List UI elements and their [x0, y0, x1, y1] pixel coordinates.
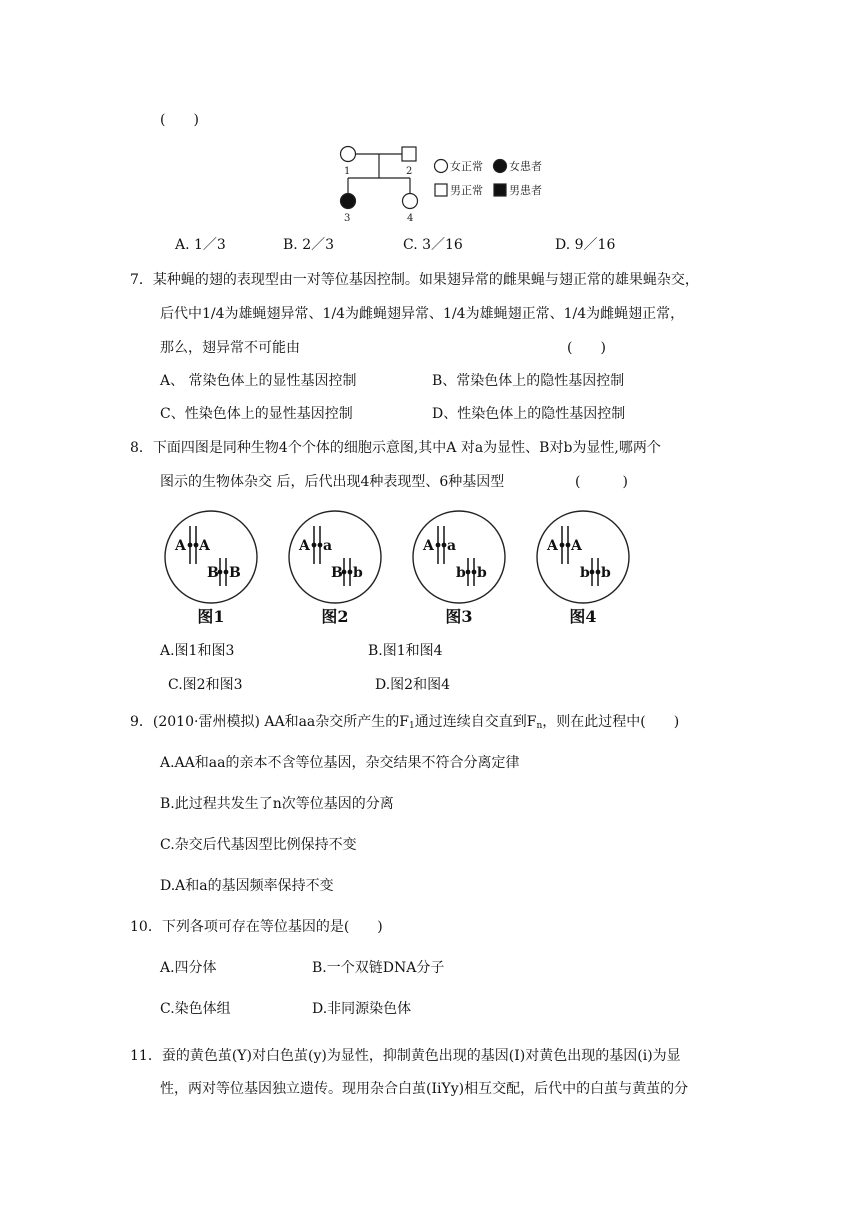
q7-option-c: C、性染色体上的显性基因控制 [160, 406, 353, 422]
q9-stem: 9．(2010·雷州模拟) AA和aa杂交所产生的$F_1$通过连续自交直到$F_n$，则在此过程中( ) [130, 714, 680, 731]
cell4-allele-a1: A [547, 538, 558, 554]
q6-option-b: B. 2／3 [283, 237, 335, 253]
q7-stem-line2: 后代中1/4为雄蝇翅异常、1/4为雌蝇翅异常、1/4为雄蝇翅正常、1/4为雌蝇翅正常， [160, 306, 685, 322]
label-2: 2 [406, 166, 413, 177]
cell1-allele-a1: A [175, 538, 186, 554]
q8-answer-bracket: ( ) [575, 474, 628, 490]
cell1-allele-b2: B [229, 565, 241, 581]
q6-answer-bracket: ( ) [160, 112, 199, 128]
cell4-allele-b1: b [580, 565, 590, 581]
cell3-allele-b2: b [477, 565, 487, 581]
legend-female-normal: 女正常 [450, 160, 483, 173]
q10-option-c: C.染色体组 [160, 1001, 231, 1017]
cell4-allele-b2: b [601, 565, 611, 581]
legend-female-patient-symbol [494, 160, 507, 173]
legend-male-normal-symbol [435, 184, 447, 196]
figure-1-label: 图1 [197, 607, 225, 626]
q10-option-b: B.一个双链DNA分子 [312, 960, 445, 976]
q8-stem-line2: 图示的生物体杂交 后，后代出现4种表现型、6种基因型 [160, 474, 505, 490]
cell-diagrams [160, 506, 640, 630]
q7-option-d: D、性染色体上的隐性基因控制 [432, 406, 626, 422]
q8-option-d: D.图2和图4 [375, 677, 450, 693]
legend-male-normal: 男正常 [450, 184, 483, 197]
q7-stem-line1: 7．某种蝇的翅的表现型由一对等位基因控制。如果翅异常的雌果蝇与翅正常的雄果蝇杂交， [130, 272, 699, 288]
cell2-allele-a1: A [299, 538, 310, 554]
cell2-allele-b2: b [353, 565, 363, 581]
legend-male-patient-symbol [494, 184, 506, 196]
individual-2-male-normal [402, 147, 416, 161]
cell3-allele-a1: A [423, 538, 434, 554]
q8-stem-line1: 8．下面四图是同种生物4个个体的细胞示意图,其中A 对a为显性、B对b为显性,哪两个 [130, 440, 661, 456]
q6-option-d: D. 9／16 [555, 237, 616, 253]
q8-option-a: A.图1和图3 [160, 643, 235, 659]
q9-option-b: B.此过程共发生了n次等位基因的分离 [160, 796, 394, 812]
cell3-allele-a2: a [447, 538, 457, 554]
figure-4-label: 图4 [569, 607, 597, 626]
cell2-allele-a2: a [323, 538, 333, 554]
cell-3 [413, 511, 505, 603]
figure-3-label: 图3 [445, 607, 473, 626]
cell3-allele-b1: b [456, 565, 466, 581]
q10-stem: 10．下列各项可存在等位基因的是( ) [130, 919, 383, 935]
q10-option-a: A.四分体 [160, 960, 217, 976]
individual-4-female-normal [403, 194, 418, 209]
cell1-allele-b1: B [207, 565, 219, 581]
q7-option-b: B、常染色体上的隐性基因控制 [432, 373, 625, 389]
q8-option-c: C.图2和图3 [168, 677, 243, 693]
q7-stem-line3: 那么，翅异常不可能由 [160, 340, 300, 356]
q11-stem-line1: 11．蚕的黄色茧(Y)对白色茧(y)为显性，抑制黄色出现的基因(I)对黄色出现的基因(i)为显 [130, 1048, 681, 1064]
q6-option-c: C. 3／16 [403, 237, 463, 253]
label-3: 3 [344, 213, 351, 224]
individual-1-female-normal [341, 147, 356, 162]
label-4: 4 [407, 213, 414, 224]
q7-option-a: A、 常染色体上的显性基因控制 [160, 373, 357, 389]
q8-option-b: B.图1和图4 [368, 643, 443, 659]
q10-option-d: D.非同源染色体 [312, 1001, 412, 1017]
q9-option-c: C.杂交后代基因型比例保持不变 [160, 837, 357, 853]
cell-1 [165, 511, 257, 603]
cell1-allele-a2: A [199, 538, 210, 554]
q9-option-d: D.A和a的基因频率保持不变 [160, 878, 334, 894]
cell-2 [289, 511, 381, 603]
q9-option-a: A.AA和aa的亲本不含等位基因，杂交结果不符合分离定律 [160, 755, 520, 771]
cell4-allele-a2: A [571, 538, 582, 554]
figure-2-label: 图2 [321, 607, 349, 626]
q11-stem-line2: 性，两对等位基因独立遗传。现用杂合白茧(IiYy)相互交配，后代中的白茧与黄茧的分 [160, 1081, 689, 1097]
individual-3-female-patient [341, 194, 356, 209]
q6-option-a: A. 1／3 [175, 237, 226, 253]
q7-answer-bracket: ( ) [567, 340, 606, 356]
legend-female-normal-symbol [435, 160, 448, 173]
legend-female-patient: 女患者 [509, 160, 542, 173]
label-1: 1 [344, 166, 351, 177]
cell2-allele-b1: B [331, 565, 343, 581]
legend-male-patient: 男患者 [509, 184, 542, 197]
cell-4 [537, 511, 629, 603]
pedigree-chart [330, 138, 570, 224]
